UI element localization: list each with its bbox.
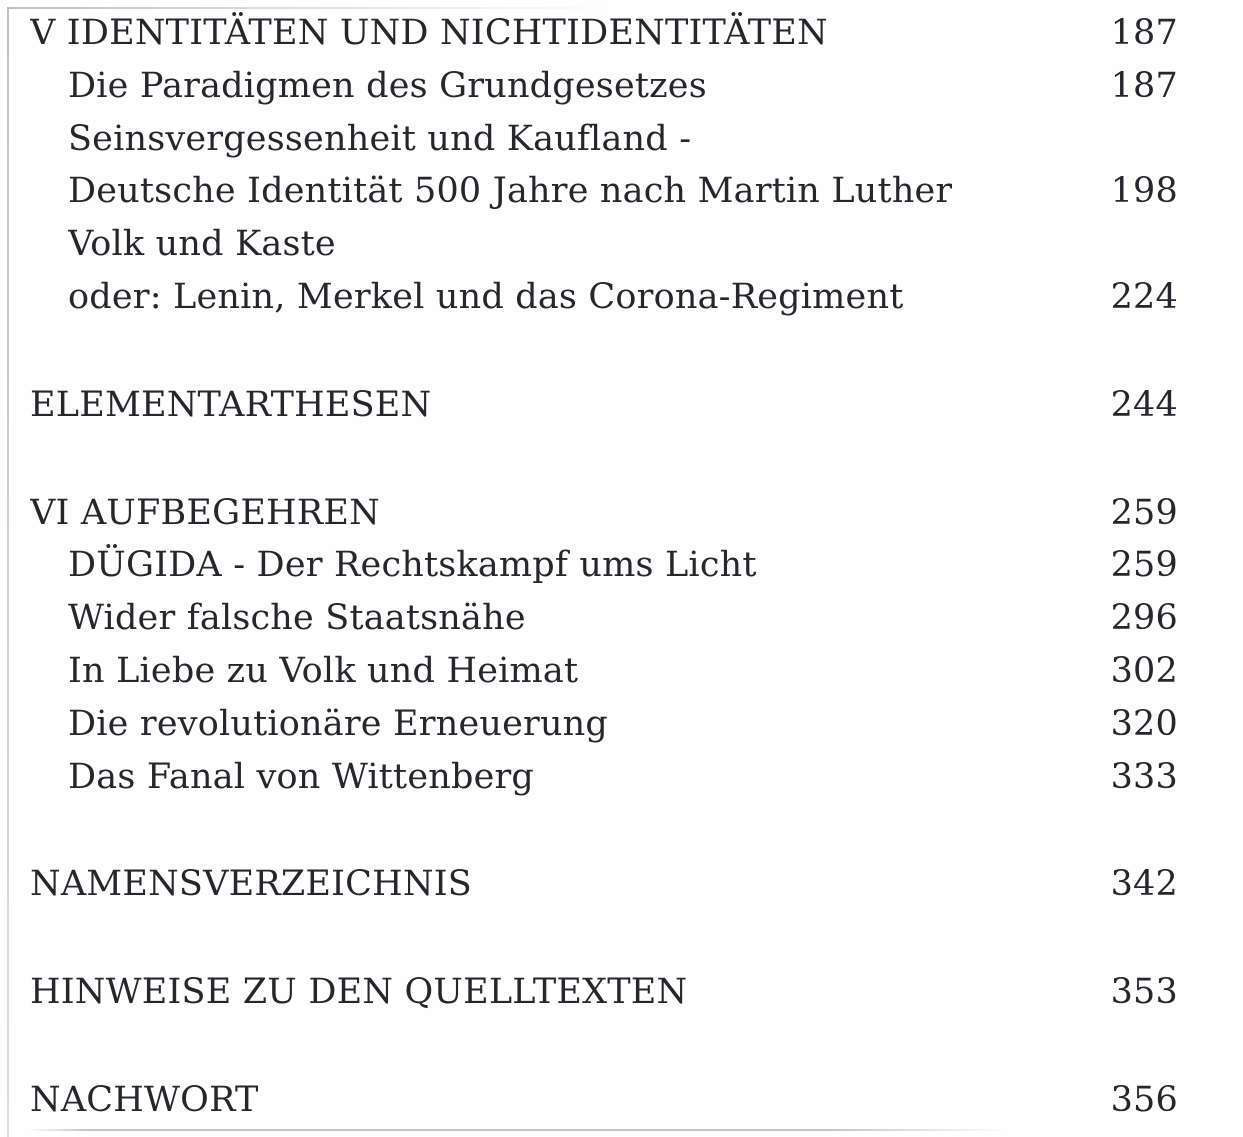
toc-entry-label: Die revolutionäre Erneuerung [68,703,609,744]
toc-row [30,379,1178,432]
toc-entry-page-number: 187 [1110,65,1178,106]
toc-row [30,698,1178,751]
toc-row [30,271,1178,324]
toc-entry-label: Deutsche Identität 500 Jahre nach Martin Luther [68,171,953,212]
toc-entry-label: In Liebe zu Volk und Heimat [68,650,579,691]
toc-entry-page-number: 198 [1110,171,1178,212]
toc-row [30,1074,1178,1127]
toc-row [30,487,1178,540]
toc-entry-label: Die Paradigmen des Grundgesetzes [68,65,707,106]
toc-entry-label: Volk und Kaste [68,224,336,265]
toc-entry-label: Das Fanal von Wittenberg [68,756,535,797]
toc-entry-page-number: 333 [1110,756,1178,797]
toc-row [30,966,1178,1019]
toc-entry-page-number: 342 [1110,864,1178,905]
toc-row [30,60,1178,113]
toc-entry-page-number: 224 [1110,276,1178,317]
toc-entry-page-number: 320 [1110,703,1178,744]
toc-entry-page-number: 187 [1110,13,1178,53]
toc-row [30,113,1178,166]
toc-entry-label: V IDENTITÄTEN UND NICHTIDENTITÄTEN [30,13,828,53]
table-of-contents [0,7,1243,1127]
toc-row [30,165,1178,218]
toc-entry-page-number: 296 [1110,598,1178,639]
toc-row [30,751,1178,804]
toc-entry-page-number: 244 [1110,384,1178,425]
toc-entry-label: HINWEISE ZU DEN QUELLTEXTEN [30,972,688,1013]
toc-row [30,7,1178,60]
toc-entry-label: Seinsvergessenheit und Kaufland - [68,118,692,159]
toc-entry-page-number: 259 [1110,545,1178,586]
toc-entry-page-number: 353 [1110,972,1178,1013]
toc-row [30,539,1178,592]
toc-entry-label: DÜGIDA - Der Rechtskampf ums Licht [68,545,757,586]
toc-entry-label: oder: Lenin, Merkel und das Corona-Regiment [68,276,904,317]
toc-entry-label: NACHWORT [30,1079,259,1120]
toc-entry-label: Wider falsche Staatsnähe [68,598,526,639]
toc-entry-label: ELEMENTARTHESEN [30,384,432,425]
toc-entry-page-number: 302 [1110,650,1178,691]
toc-row [30,592,1178,645]
toc-row [30,645,1178,698]
toc-entry-label: NAMENSVERZEICHNIS [30,864,472,905]
toc-entry-page-number: 356 [1110,1079,1178,1120]
toc-row [30,858,1178,911]
toc-row [30,218,1178,271]
toc-entry-page-number: 259 [1110,492,1178,533]
page-scan-edge-bottom [26,1129,1010,1131]
toc-entry-label: VI AUFBEGEHREN [30,492,380,533]
